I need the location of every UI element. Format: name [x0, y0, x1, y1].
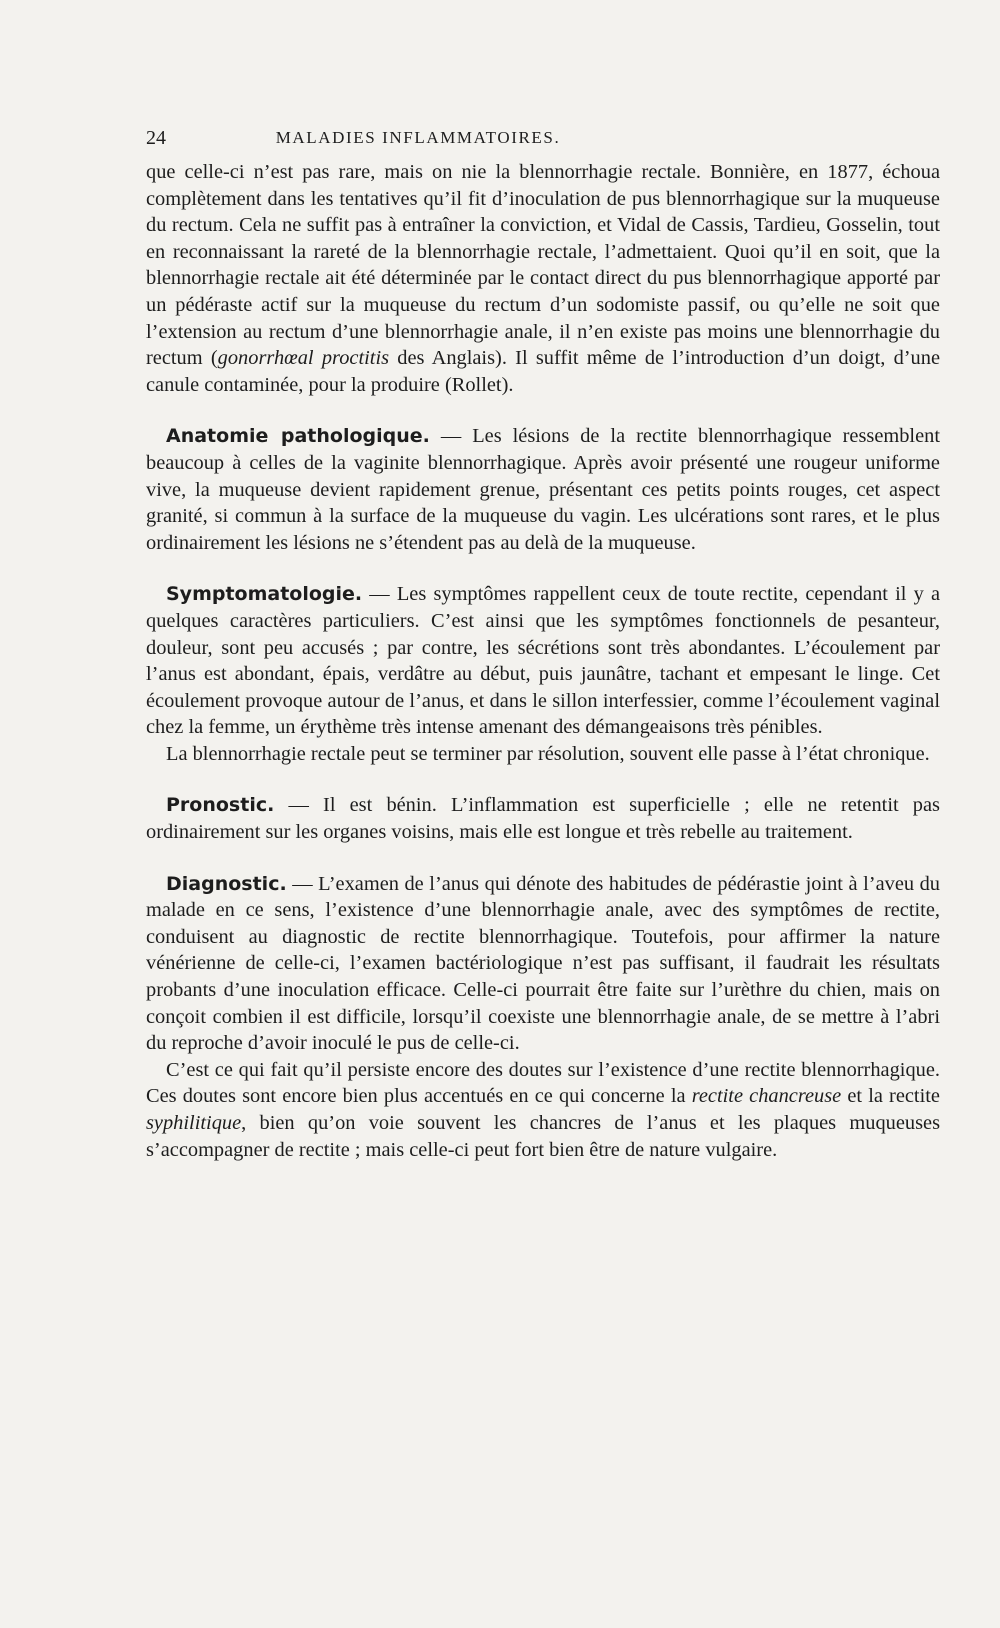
- section-pronostic: [146, 792, 940, 845]
- italic-term: rectite chancreuse: [691, 1085, 842, 1108]
- diagnostic-continuation: [146, 1057, 940, 1163]
- symptomatologie-continuation: La blennorrhagie rectale peut se terminer par résolution, souvent elle passe à l’état chronique.: [166, 742, 930, 765]
- diagnostic-continuation-b: et la rectite: [841, 1085, 940, 1108]
- section-heading-diagnostic: Diagnostic.: [166, 872, 287, 895]
- section-diagnostic: [146, 871, 940, 1057]
- diagnostic-continuation-a: C’est ce qui fait qu’il persiste encore des doutes sur l’existence d’une rectite blennorrhagique. Ces doutes sont encore bien plus accentués en ce qui concerne la: [146, 1058, 940, 1108]
- section-symptomatologie: [146, 581, 940, 741]
- opening-text-end: des Anglais). Il suffit même de l’introduction d’un doigt, d’une canule contaminée, pour la produire (Rollet).: [146, 347, 941, 396]
- section-heading-anatomie: Anatomie pathologique.: [166, 425, 430, 448]
- page-number: 24: [146, 127, 166, 149]
- section-text-symptomatologie: — Les symptômes rappellent ceux de toute rectite, cependant il y a quelques caractères particuliers. C’est ainsi que les symptômes fonctionnels de pesanteur, douleur, sont peu accusés ; par contre, les sécrétions sont très abondantes. L’écoulement par l’anus est abondant, épais, verdâtre au début, puis jaunâtre, tachant et empesant le linge. Cet écoulement provoque autour de l’anus, et dans le sillon interfessier, comme l’écoulement vaginal chez la femme, un érythème très intense amenant des démangeaisons très pénibles.: [146, 583, 940, 739]
- body-text: [146, 159, 940, 1163]
- section-heading-pronostic: Pronostic.: [166, 794, 275, 817]
- running-head: MALADIES INFLAMMATOIRES.: [275, 128, 561, 147]
- section-text-pronostic: — Il est bénin. L’inflammation est superficielle ; elle ne retentit pas ordinairement sur les organes voisins, mais elle est longue et très rebelle au traitement.: [146, 794, 940, 844]
- italic-term: syphilitique: [146, 1112, 242, 1134]
- diagnostic-continuation-c: , bien qu’on voie souvent les chancres de l’anus et les plaques muqueuses s’accompagner de rectite ; mais celle-ci peut fort bien être de nature vulgaire.: [146, 1112, 940, 1161]
- section-anatomie: [146, 423, 940, 556]
- italic-term: gonorrhœal proctitis: [217, 347, 390, 370]
- section-heading-symptomatologie: Symptomatologie.: [166, 583, 363, 606]
- opening-text: que celle-ci n’est pas rare, mais on nie la blennorrhagie rectale. Bonnière, en 1877, échoua complètement dans les tentatives qu’il fit d’inoculation de pus blennorrhagique sur la muqueuse du rectum. Cela ne suffit pas à entraîner la conviction, et Vidal de Cassis, Tardieu, Gosselin, tout en reconnaissant la rareté de la blennorrhagie rectale, l’admettaient. Quoi qu’il en soit, que la blennorrhagie rectale ait été déterminée par le contact direct du pus blennorrhagique apporté par un pédéraste actif sur la muqueuse du rectum d’un sodomiste passif, ou qu’elle ne soit que l’extension au rectum d’une blennorrhagie anale, il n’en existe pas moins une blennorrhagie du rectum (: [146, 161, 940, 370]
- opening-paragraph: [146, 159, 940, 398]
- section-text-anatomie: — Les lésions de la rectite blennorrhagique ressemblent beaucoup à celles de la vaginite blennorrhagique. Après avoir présenté une rougeur uniforme vive, la muqueuse devient rapidement grenue, présentant ces petits points rouges, cet aspect granité, si commun à la surface de la muqueuse du vagin. Les ulcérations sont rares, et le plus ordinairement les lésions ne s’étendent pas au delà de la muqueuse.: [146, 425, 941, 554]
- page-header: [146, 127, 690, 155]
- section-text-diagnostic: — L’examen de l’anus qui dénote des habitudes de pédérastie joint à l’aveu du malade en ce sens, l’existence d’une blennorrhagie anale, avec des symptômes de rectite, conduisent au diagnostic de rectite blennorrhagique. Toutefois, pour affirmer la nature vénérienne de celle-ci, l’examen bactériologique n’est pas suffisant, il faudrait les résultats probants d’une inoculation efficace. Celle-ci pourrait être faite sur l’urèthre du chien, mais on conçoit combien il est difficile, lorsqu’il coexiste une blennorrhagie anale, de se mettre à l’abri du reproche d’avoir inoculé le pus de celle-ci.: [146, 872, 940, 1055]
